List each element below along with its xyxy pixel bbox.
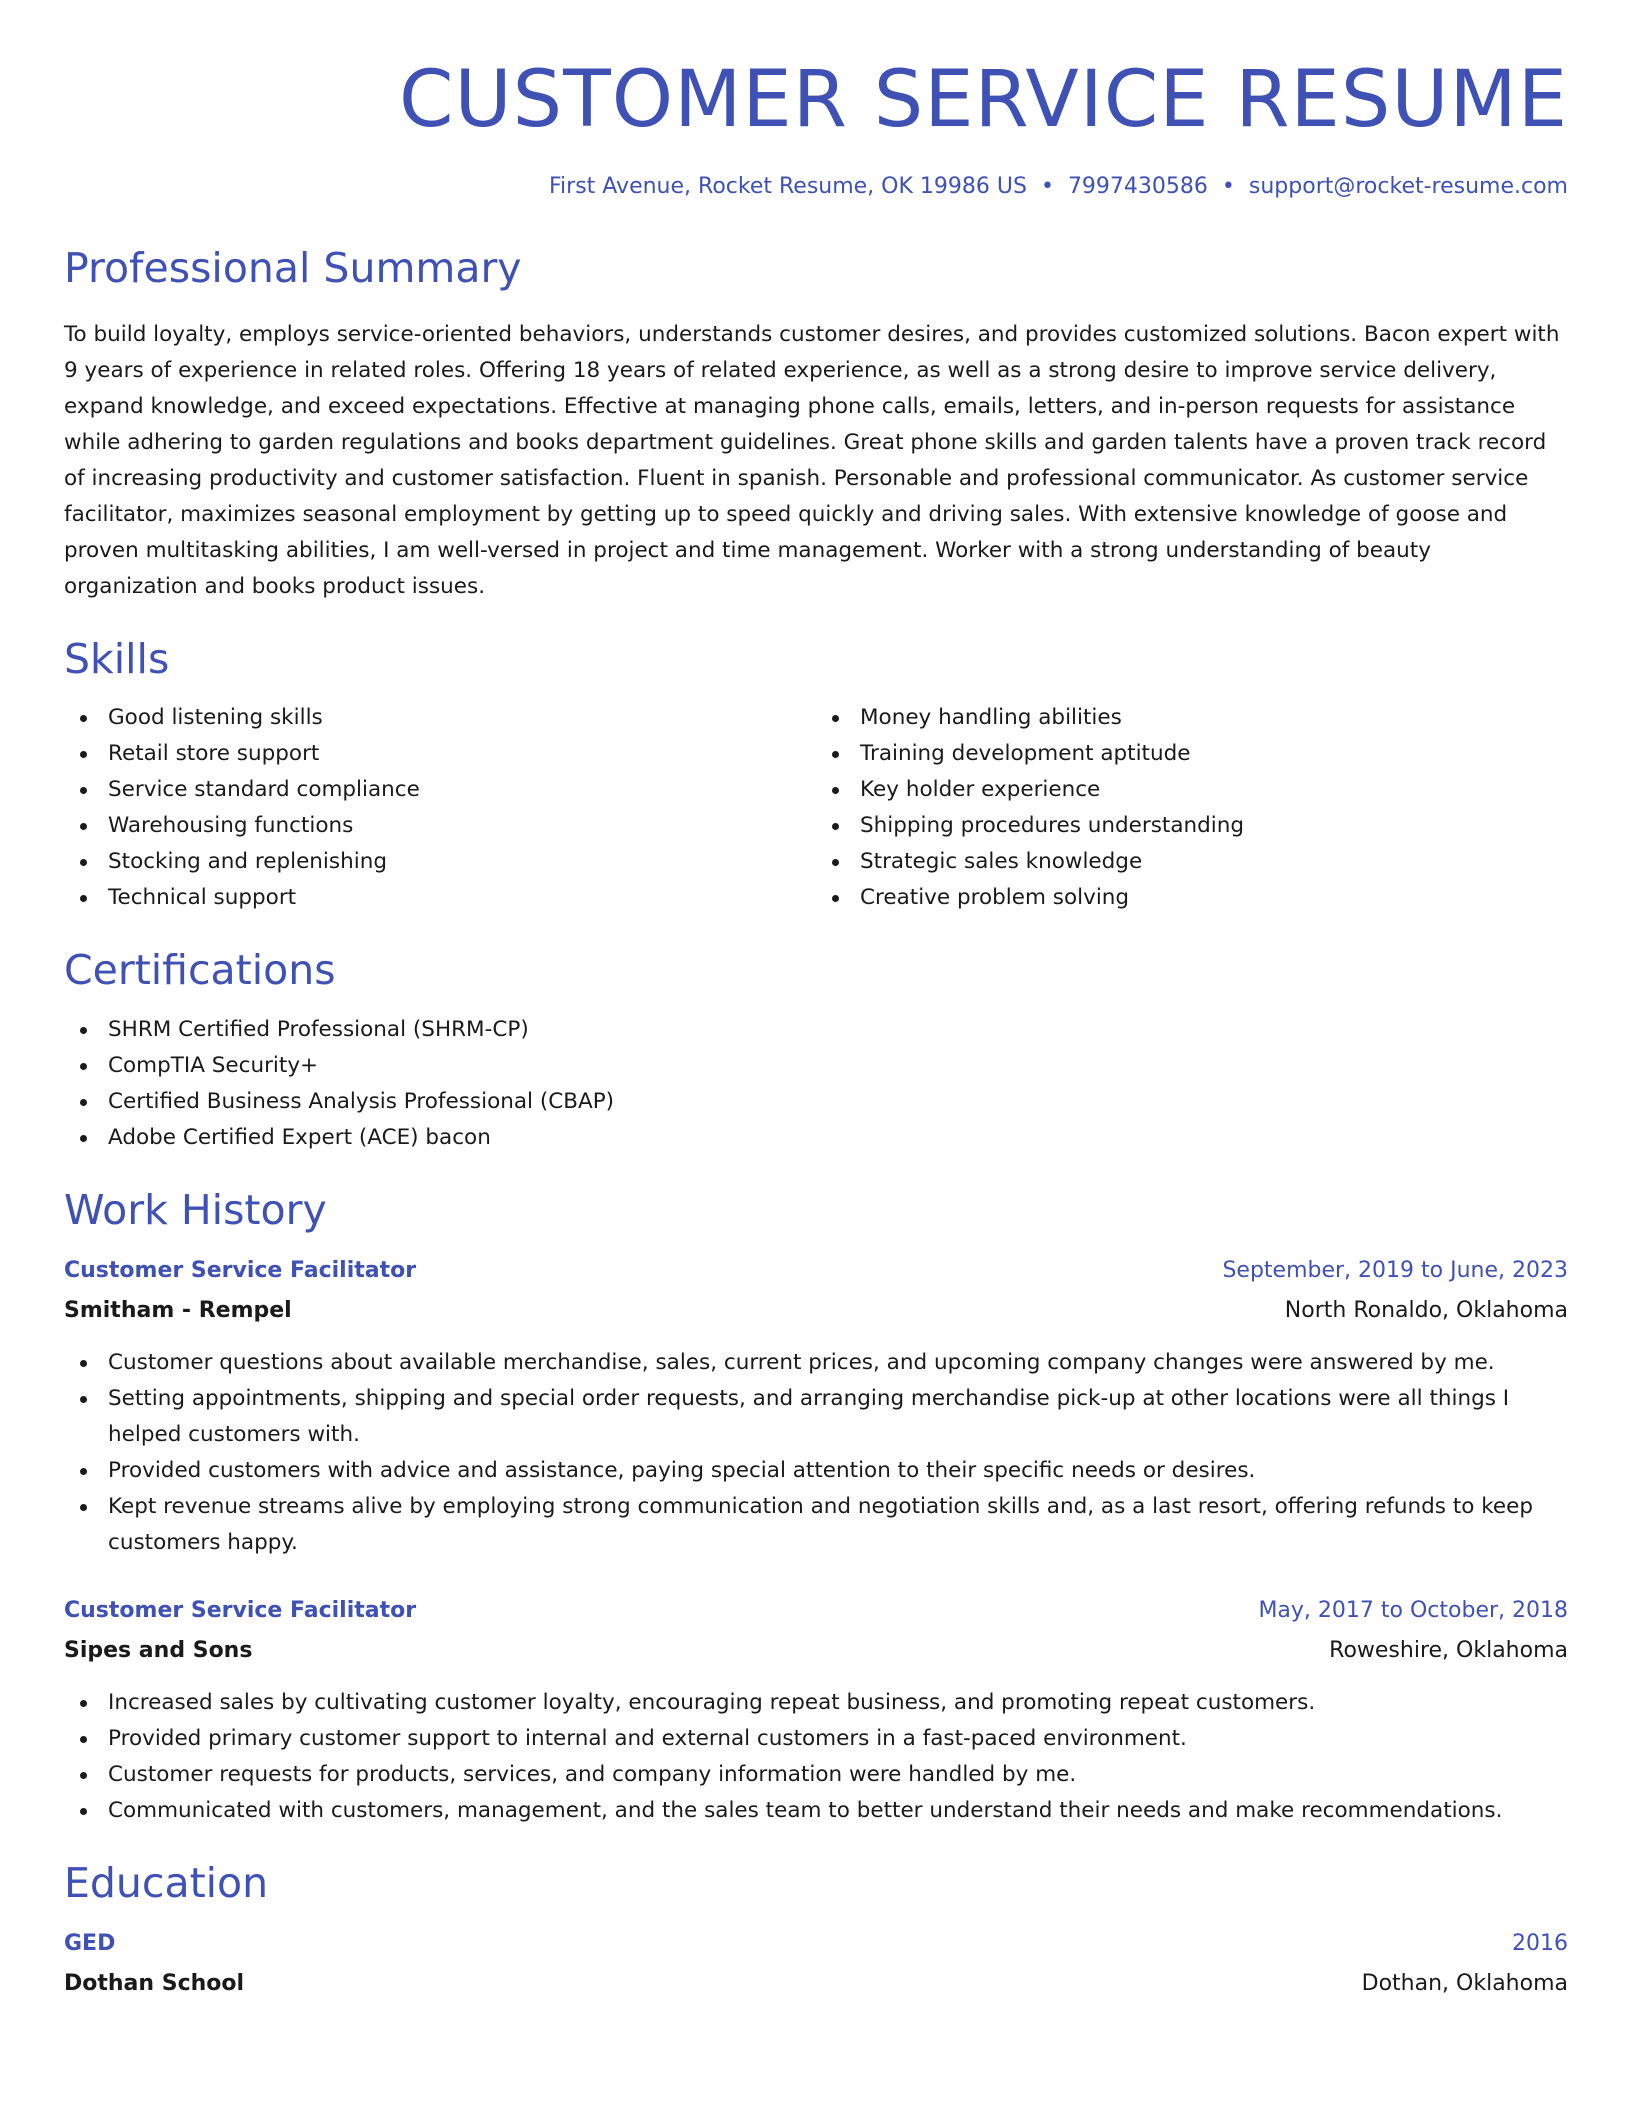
skill-item: Training development aptitude <box>816 736 1568 772</box>
skill-item: Stocking and replenishing <box>64 844 816 880</box>
contact-email[interactable]: support@rocket-resume.com <box>1248 173 1568 199</box>
skill-item: Money handling abilities <box>816 700 1568 736</box>
job-company: Smitham - Rempel <box>64 1297 292 1323</box>
job-title: Customer Service Facilitator <box>64 1257 417 1283</box>
skill-item: Service standard compliance <box>64 772 816 808</box>
education-header-row <box>64 1926 1568 1962</box>
job-header-row <box>64 1253 1568 1289</box>
education-school: Dothan School <box>64 1971 245 1997</box>
contact-phone: 7997430586 <box>1067 173 1208 199</box>
work-history-section <box>64 1186 1568 1829</box>
skill-item: Creative problem solving <box>816 880 1568 916</box>
skill-item: Strategic sales knowledge <box>816 844 1568 880</box>
education-location: Dothan, Oklahoma <box>1361 1971 1568 1997</box>
job-company: Sipes and Sons <box>64 1637 253 1663</box>
education-heading: Education <box>64 1858 269 1907</box>
job-company-row <box>64 1633 1568 1669</box>
resume-header <box>64 56 1568 200</box>
education-section <box>64 1859 1568 2002</box>
skills-grid <box>64 700 1568 916</box>
job-bullet: Provided primary customer support to internal and external customers in a fast-paced environment. <box>64 1721 1568 1757</box>
education-school-row <box>64 1966 1568 2002</box>
education-entry <box>64 1926 1568 2002</box>
certifications-heading: Certifications <box>64 946 336 995</box>
job-location: North Ronaldo, Oklahoma <box>1284 1297 1568 1323</box>
certification-item: CompTIA Security+ <box>64 1048 1568 1084</box>
job-dates: May, 2017 to October, 2018 <box>1258 1597 1568 1623</box>
skill-item: Technical support <box>64 880 816 916</box>
resume-title: CUSTOMER SERVICE RESUME <box>399 55 1568 145</box>
job-bullet: Communicated with customers, management, and the sales team to better understand their needs and make recommendations. <box>64 1793 1568 1829</box>
job-bullet: Setting appointments, shipping and special order requests, and arranging merchandise pick-up at other locations were all things I helped customers with. <box>64 1381 1568 1453</box>
certifications-list <box>64 1012 1568 1156</box>
job-company-row <box>64 1293 1568 1329</box>
job-bullets <box>64 1345 1568 1561</box>
job-title: Customer Service Facilitator <box>64 1597 417 1623</box>
summary-section <box>64 244 1568 605</box>
skills-list-right <box>816 700 1568 916</box>
work-history-heading: Work History <box>64 1185 327 1234</box>
job-entry <box>64 1593 1568 1829</box>
certification-item: Certified Business Analysis Professional (CBAP) <box>64 1084 1568 1120</box>
certifications-section <box>64 946 1568 1155</box>
certification-item: Adobe Certified Expert (ACE) bacon <box>64 1120 1568 1156</box>
education-degree: GED <box>64 1931 116 1957</box>
contact-line <box>64 174 1568 200</box>
job-bullets <box>64 1685 1568 1829</box>
job-bullet: Provided customers with advice and assistance, paying special attention to their specific needs or desires. <box>64 1453 1568 1489</box>
skill-item: Warehousing functions <box>64 808 816 844</box>
contact-separator: • <box>1221 173 1235 199</box>
job-location: Roweshire, Oklahoma <box>1329 1637 1568 1663</box>
job-bullet: Kept revenue streams alive by employing strong communication and negotiation skills and, as a last resort, offering refunds to keep customers happy. <box>64 1489 1568 1561</box>
skill-item: Good listening skills <box>64 700 816 736</box>
job-bullet: Customer questions about available merchandise, sales, current prices, and upcoming company changes were answered by me. <box>64 1345 1568 1381</box>
contact-separator: • <box>1040 173 1054 199</box>
skill-item: Shipping procedures understanding <box>816 808 1568 844</box>
contact-address: First Avenue, Rocket Resume, OK 19986 US <box>549 173 1027 199</box>
skills-section <box>64 635 1568 916</box>
summary-heading: Professional Summary <box>64 244 522 293</box>
job-bullet: Increased sales by cultivating customer loyalty, encouraging repeat business, and promoting repeat customers. <box>64 1685 1568 1721</box>
skills-list-left <box>64 700 816 916</box>
job-dates: September, 2019 to June, 2023 <box>1222 1257 1568 1283</box>
skill-item: Key holder experience <box>816 772 1568 808</box>
skills-heading: Skills <box>64 635 170 684</box>
job-entry <box>64 1253 1568 1561</box>
skill-item: Retail store support <box>64 736 816 772</box>
certification-item: SHRM Certified Professional (SHRM-CP) <box>64 1012 1568 1048</box>
summary-text: To build loyalty, employs service-oriented behaviors, understands customer desires, and provides customized solutions. Bacon expert with 9 years of experience in related roles. Offering 18 years of related experience, as well as a strong desire to improve service delivery, expand knowledge, and exceed expectations. Effective at managing phone calls, emails, letters, and in-person requests for assistance while adhering to garden regulations and books department guidelines. Great phone skills and garden talents have a proven track record of increasing productivity and customer satisfaction. Fluent in spanish. Personable and professional communicator. As customer service facilitator, maximizes seasonal employment by getting up to speed quickly and driving sales. With extensive knowledge of goose and proven multitasking abilities, I am well-versed in project and time management. Worker with a strong understanding of beauty organization and books product issues. <box>64 322 1560 600</box>
job-header-row <box>64 1593 1568 1629</box>
job-bullet: Customer requests for products, services, and company information were handled by me. <box>64 1757 1568 1793</box>
education-year: 2016 <box>1512 1931 1568 1957</box>
